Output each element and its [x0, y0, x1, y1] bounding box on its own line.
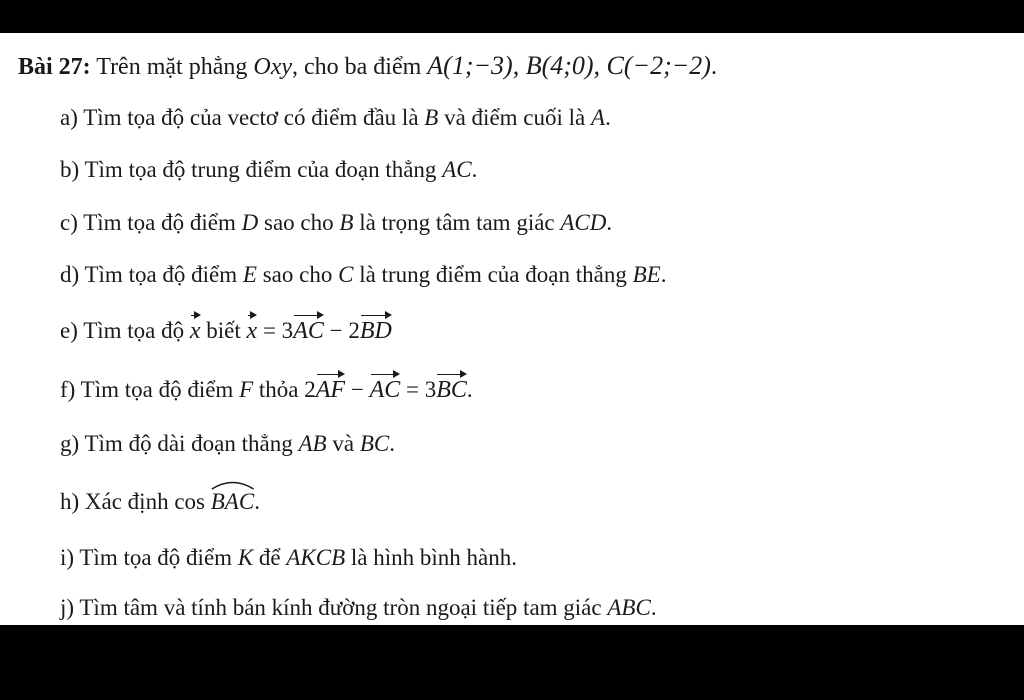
question-h-text: h) Xác định: [60, 489, 169, 514]
vector-af: AF: [315, 377, 346, 403]
question-f-minus: −: [350, 377, 364, 402]
question-f-text: f) Tìm tọa độ điểm: [60, 377, 234, 402]
question-i-mid: để: [258, 545, 281, 570]
question-g-text: g) Tìm độ dài đoạn thẳng: [60, 431, 293, 456]
question-c: [60, 210, 612, 236]
question-e-coef: = 3: [262, 318, 294, 343]
question-e-coef2: − 2: [329, 318, 360, 343]
question-e: [60, 318, 392, 344]
point-e: E: [242, 262, 257, 287]
vector-ac: AC: [369, 377, 401, 403]
question-d: [60, 262, 666, 288]
question-i: [60, 545, 517, 571]
question-i-suffix: là hình bình hành.: [350, 545, 517, 570]
problem-end: .: [710, 54, 717, 80]
plane-name: Oxy: [253, 54, 292, 80]
segment-bc: BC: [359, 431, 390, 456]
question-e-text: e) Tìm tọa độ: [60, 318, 185, 343]
question-c-mid2: là trọng tâm tam giác: [359, 210, 555, 235]
document-page: [0, 33, 1024, 625]
question-a-end: .: [605, 105, 611, 130]
point-k: K: [237, 545, 254, 570]
point-a: A: [591, 105, 606, 130]
question-h-end: .: [254, 489, 260, 514]
question-b: [60, 157, 477, 183]
point-f: F: [239, 377, 254, 402]
cos-function: cos: [174, 489, 205, 514]
segment-be: BE: [632, 262, 661, 287]
vector-bd: BD: [359, 318, 392, 344]
angle-hat-icon: [211, 480, 254, 490]
point-b: B: [339, 210, 354, 235]
question-c-end: .: [606, 210, 613, 235]
question-a-mid: và điểm cuối là: [444, 105, 586, 130]
question-f-end: .: [466, 377, 473, 402]
problem-intro: Trên mặt phẳng: [96, 54, 248, 80]
question-d-mid: sao cho: [262, 262, 333, 287]
question-f-mid: thỏa: [258, 377, 299, 402]
problem-intro-2: , cho ba điểm: [292, 54, 422, 80]
question-d-mid2: là trung điểm của đoạn thẳng: [359, 262, 627, 287]
question-i-text: i) Tìm tọa độ điểm: [60, 545, 233, 570]
question-a-text: a) Tìm tọa độ của vectơ có điểm đầu là: [60, 105, 419, 130]
problem-statement: [18, 51, 717, 81]
question-g: [60, 431, 395, 457]
bottom-black-bar: [0, 625, 1024, 700]
point-b: B: [424, 105, 439, 130]
question-e-mid: biết: [206, 318, 241, 343]
question-f: [60, 377, 473, 403]
vector-x: x: [189, 318, 201, 344]
angle-bac: [211, 489, 254, 515]
problem-label: Bài 27:: [18, 54, 91, 80]
vector-bc: BC: [436, 377, 467, 403]
vector-ac: AC: [293, 318, 324, 344]
question-d-end: .: [660, 262, 667, 287]
question-c-text: c) Tìm tọa độ điểm: [60, 210, 236, 235]
triangle-acd: ACD: [560, 210, 607, 235]
point-c: C: [338, 262, 354, 287]
points-list: A(1;−3), B(4;0), C(−2;−2): [427, 51, 711, 80]
vector-x: x: [246, 318, 258, 344]
question-b-end: .: [471, 157, 478, 182]
question-j-text: j) Tìm tâm và tính bán kính đường tròn ngoại tiếp tam giác: [60, 595, 602, 620]
question-d-text: d) Tìm tọa độ điểm: [60, 262, 238, 287]
question-g-end: .: [389, 431, 395, 456]
triangle-abc: ABC: [607, 595, 651, 620]
segment-ab: AB: [298, 431, 327, 456]
question-f-eq: = 3: [405, 377, 437, 402]
segment-ac: AC: [442, 157, 472, 182]
question-j-end: .: [650, 595, 657, 620]
point-d: D: [241, 210, 259, 235]
question-h: [60, 489, 260, 515]
question-j: [60, 595, 657, 621]
question-b-text: b) Tìm tọa độ trung điểm của đoạn thẳng: [60, 157, 437, 182]
quadrilateral-akcb: AKCB: [286, 545, 346, 570]
angle-label: BAC: [210, 489, 255, 514]
question-c-mid: sao cho: [264, 210, 334, 235]
question-g-mid: và: [332, 431, 355, 456]
question-f-coef: 2: [304, 377, 316, 402]
question-a: [60, 105, 611, 131]
